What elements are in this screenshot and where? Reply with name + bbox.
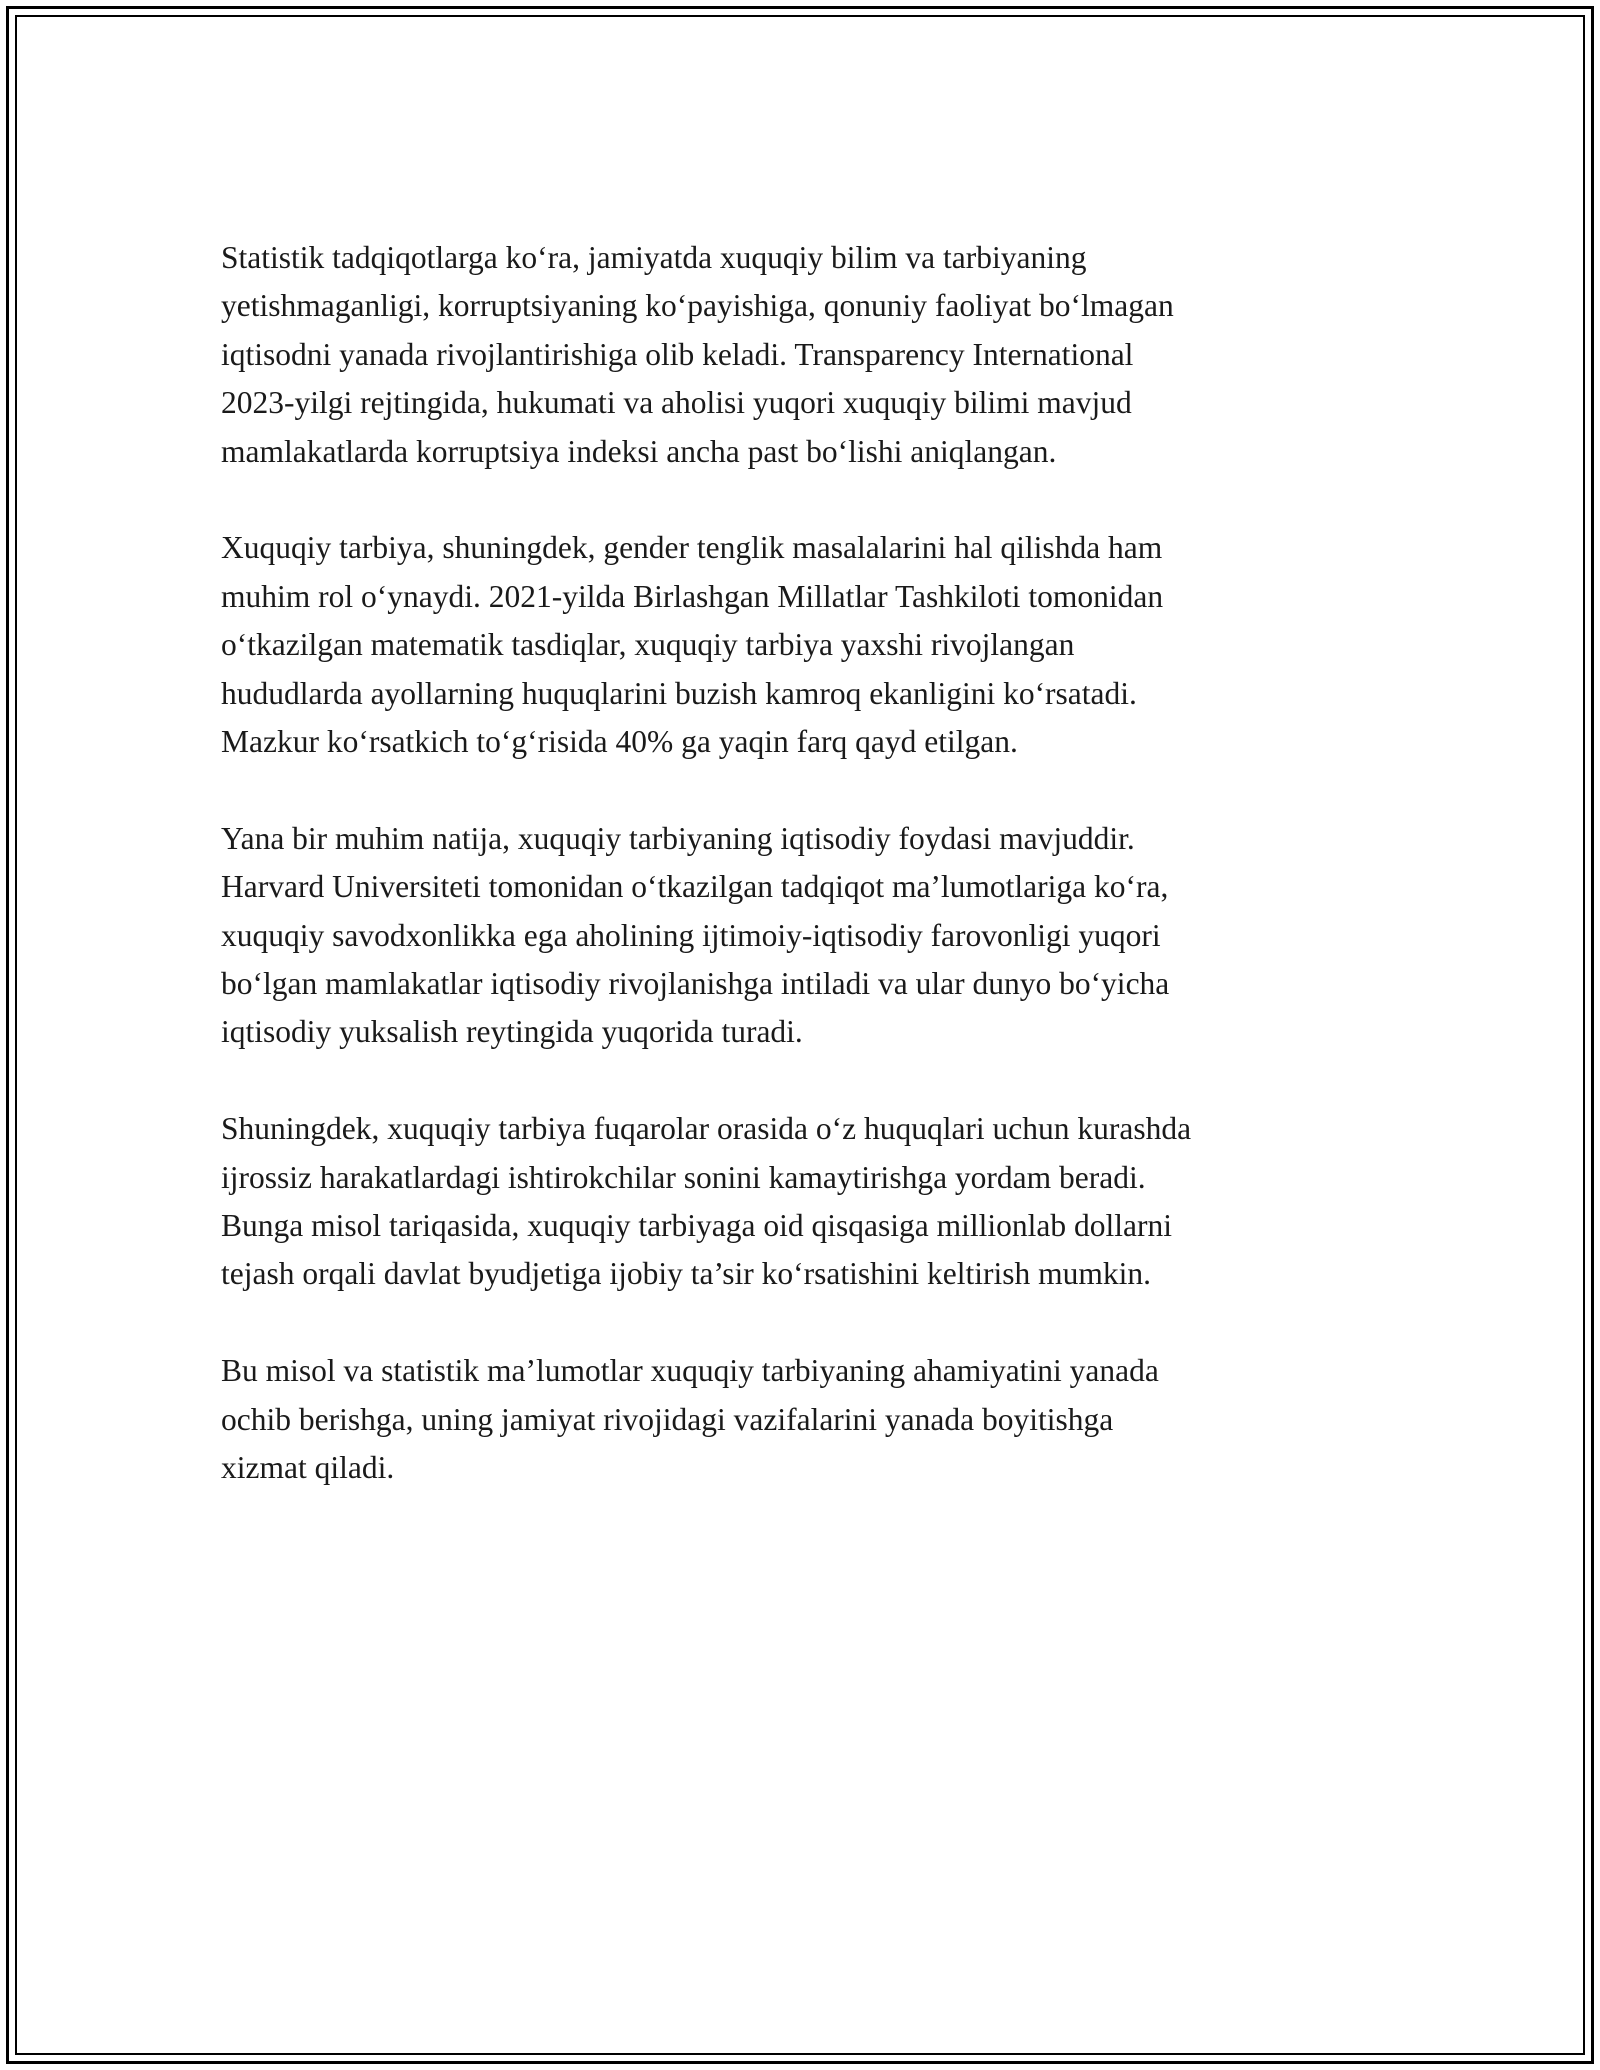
paragraph-4: Shuningdek, xuquqiy tarbiya fuqarolar orasida o‘z huquqlari uchun kurashda ijrossiz harakatlardagi ishtirokchilar sonini kamaytirishga yordam beradi. Bunga misol tariqasida, xuquqiy tarbiyaga oid qisqasiga millionlab dollarni tejash orqali davlat byudjetiga ijobiy ta’sir ko‘rsatishini keltirish mumkin. (221, 1111, 1192, 1292)
paragraph-5: Bu misol va statistik ma’lumotlar xuquqiy tarbiyaning ahamiyatini yanada ochib berishga, uning jamiyat rivojidagi vazifalarini yanada boyitishga xizmat qiladi. (221, 1353, 1159, 1486)
paragraph-2: Xuquqiy tarbiya, shuningdek, gender tenglik masalalarini hal qilishda ham muhim rol o‘ynaydi. 2021-yilda Birlashgan Millatlar Tashkiloti tomonidan o‘tkazilgan matematik tasdiqlar, xuquqiy tarbiya yaxshi rivojlangan hududlarda ayollarning huquqlarini buzish kamroq ekanligini ko‘rsatadi. Mazkur ko‘rsatkich to‘g‘risida 40% ga yaqin farq qayd etilgan. (221, 530, 1164, 760)
paragraph-1: Statistik tadqiqotlarga ko‘ra, jamiyatda xuquqiy bilim va tarbiyaning yetishmaganligi, korruptsiyaning ko‘payishiga, qonuniy faoliyat bo‘lmagan iqtisodni yanada rivojlantirishiga olib keladi. Transparency International 2023-yilgi rejtingida, hukumati va aholisi yuqori xuquqiy bilimi mavjud mamlakatlarda korruptsiya indeksi ancha past bo‘lishi aniqlangan. (221, 240, 1174, 469)
document-body (221, 234, 1431, 1541)
paragraph-3: Yana bir muhim natija, xuquqiy tarbiyaning iqtisodiy foydasi mavjuddir. Harvard Universiteti tomonidan o‘tkazilgan tadqiqot ma’lumotlariga ko‘ra, xuquqiy savodxonlikka ega aholining ijtimoiy-iqtisodiy farovonligi yuqori bo‘lgan mamlakatlar iqtisodiy rivojlanishga intiladi va ular dunyo bo‘yicha iqtisodiy yuksalish reytingida yuqorida turadi. (221, 820, 1170, 1050)
